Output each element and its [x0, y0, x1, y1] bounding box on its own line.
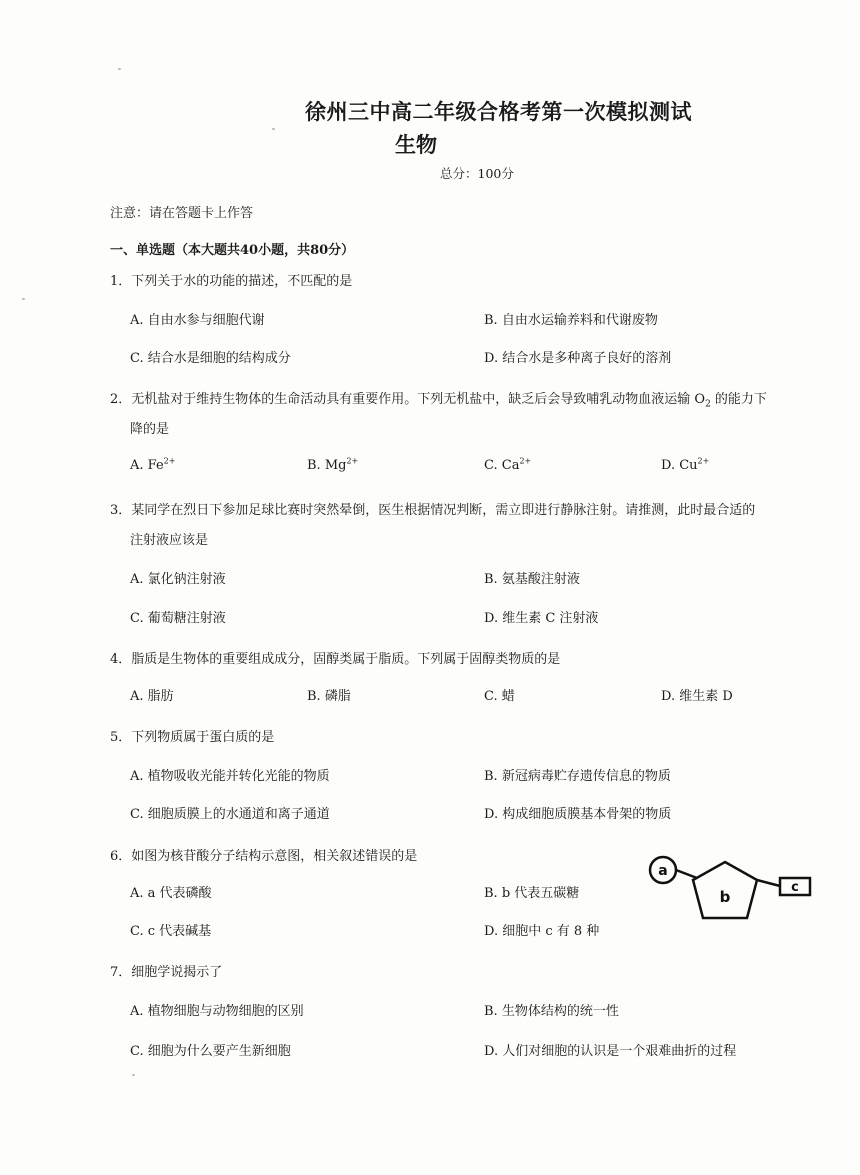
option-a: A. 植物吸收光能并转化光能的物质	[130, 769, 330, 784]
nucleotide-diagram	[645, 850, 815, 930]
scan-speck	[118, 68, 121, 70]
option-a	[130, 458, 175, 473]
option-c: C. 结合水是细胞的结构成分	[130, 351, 291, 366]
question-stem: 6．如图为核苷酸分子结构示意图，相关叙述错误的是	[110, 849, 418, 864]
question-stem-cont: 注射液应该是	[130, 533, 209, 548]
option-label: A. Fe	[130, 458, 164, 473]
option-c: C. c 代表碱基	[130, 924, 212, 939]
option-a: A. 脂肪	[130, 689, 174, 704]
option-b: B. 生物体结构的统一性	[484, 1004, 619, 1019]
scan-speck	[22, 298, 25, 300]
notice-text: 注意：请在答题卡上作答	[110, 206, 254, 221]
question-stem: 7．细胞学说揭示了	[110, 965, 223, 980]
subject-title: 生物	[395, 133, 437, 157]
option-a: A. 自由水参与细胞代谢	[130, 313, 265, 328]
bond-a-b	[676, 870, 697, 878]
label-a: a	[658, 863, 668, 879]
question-stem	[110, 388, 767, 410]
label-c: c	[791, 880, 799, 895]
exam-title: 徐州三中高二年级合格考第一次模拟测试	[305, 100, 692, 124]
superscript: 2+	[346, 456, 359, 466]
option-c	[484, 458, 531, 473]
option-d: D. 细胞中 c 有 8 种	[484, 924, 600, 939]
option-c: C. 葡萄糖注射液	[130, 611, 226, 626]
option-d: D. 人们对细胞的认识是一个艰难曲折的过程	[484, 1044, 737, 1059]
scan-speck	[132, 1074, 135, 1076]
question-stem: 1．下列关于水的功能的描述，不匹配的是	[110, 274, 353, 289]
option-label: B. Mg	[307, 458, 347, 473]
option-b	[307, 458, 358, 473]
option-b: B. 新冠病毒贮存遗传信息的物质	[484, 769, 671, 784]
superscript: 2+	[163, 456, 176, 466]
superscript: 2+	[697, 456, 710, 466]
question-stem: 4．脂质是生物体的重要组成成分，固醇类属于脂质。下列属于固醇类物质的是	[110, 652, 561, 667]
stem-text: 2．无机盐对于维持生物体的生命活动具有重要作用。下列无机盐中，缺乏后会导致哺乳动物血液运输 O	[110, 392, 706, 407]
subscript: 2	[705, 399, 711, 410]
option-b: B. 磷脂	[307, 689, 351, 704]
label-b: b	[719, 888, 731, 906]
option-d: D. 构成细胞质膜基本骨架的物质	[484, 807, 672, 822]
scan-speck	[272, 128, 275, 130]
section-heading: 一、单选题（本大题共40小题，共80分）	[110, 243, 355, 258]
question-stem: 5．下列物质属于蛋白质的是	[110, 730, 275, 745]
option-a: A. 氯化钠注射液	[130, 572, 226, 587]
total-score: 总分：100分	[440, 166, 514, 181]
option-label: C. Ca	[484, 458, 520, 473]
option-d: D. 维生素 C 注射液	[484, 611, 599, 626]
superscript: 2+	[519, 456, 532, 466]
option-a: A. 植物细胞与动物细胞的区别	[130, 1004, 304, 1019]
option-c: C. 细胞为什么要产生新细胞	[130, 1044, 291, 1059]
option-d: D. 结合水是多种离子良好的溶剂	[484, 351, 672, 366]
option-c: C. 蜡	[484, 689, 515, 704]
option-label: D. Cu	[661, 458, 698, 473]
option-d: D. 维生素 D	[661, 689, 733, 704]
option-d	[661, 458, 709, 473]
option-a: A. a 代表磷酸	[130, 886, 212, 901]
question-stem-cont: 降的是	[130, 422, 170, 437]
option-c: C. 细胞质膜上的水通道和离子通道	[130, 807, 330, 822]
option-b: B. b 代表五碳糖	[484, 886, 580, 901]
bond-b-c	[757, 880, 780, 886]
question-stem: 3．某同学在烈日下参加足球比赛时突然晕倒，医生根据情况判断，需立即进行静脉注射。请推测，此时最合适的	[110, 503, 756, 518]
option-b: B. 氨基酸注射液	[484, 572, 580, 587]
option-b: B. 自由水运输养料和代谢废物	[484, 313, 658, 328]
stem-text: 的能力下	[710, 392, 767, 407]
